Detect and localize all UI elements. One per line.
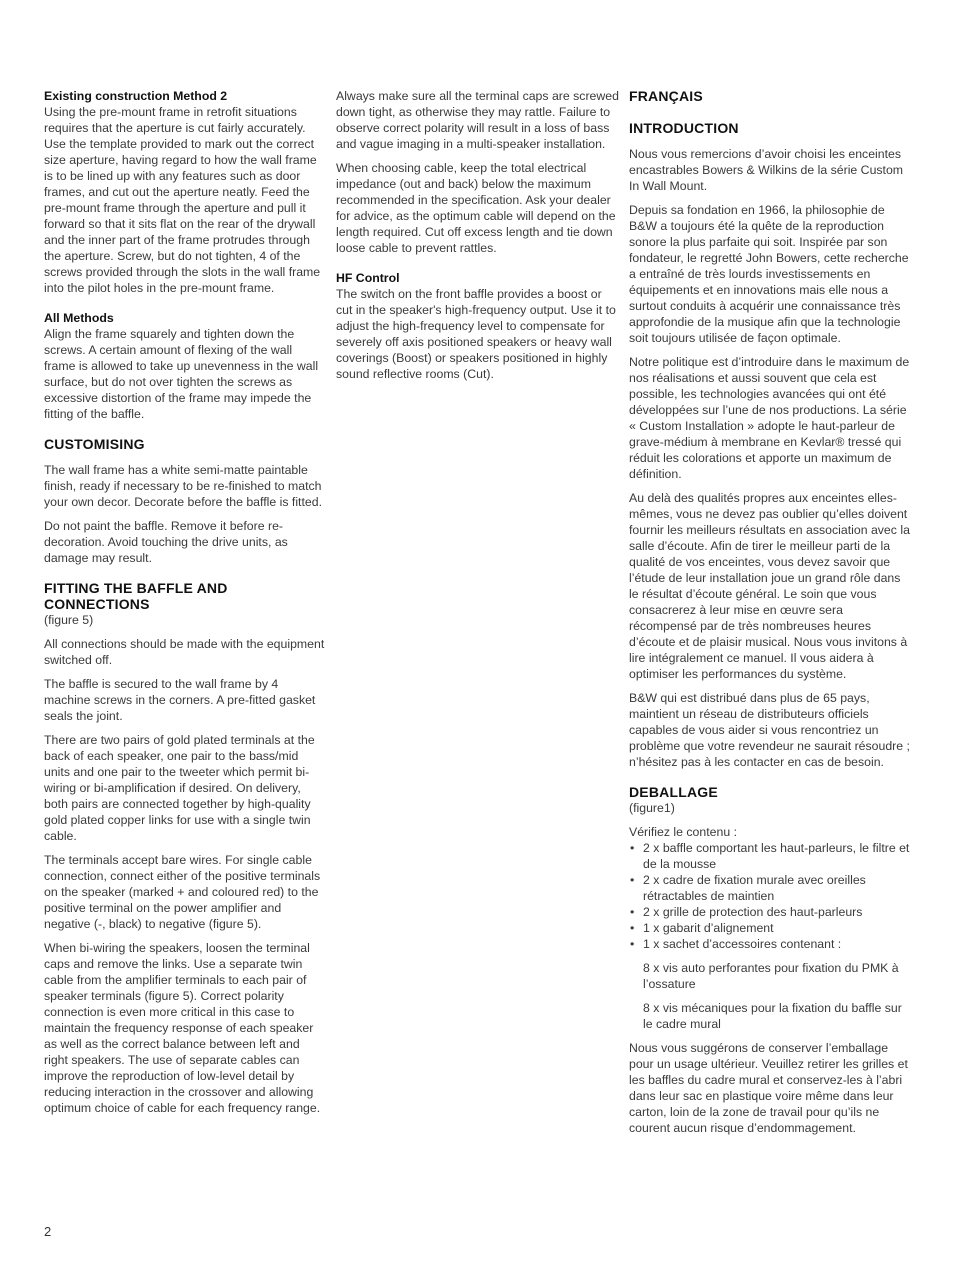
page-number: 2	[44, 1224, 52, 1239]
figure-reference: (figure1)	[629, 801, 675, 815]
paragraph-hf-control: The switch on the front baffle provides a boost or cut in the speaker's high-frequency output. Use it to adjust the high-frequency level to compensate for severely off axis positioned speakers or heavy wall coverings (Boost) or speakers positioned in highly sound reflective rooms (Cut).	[336, 287, 616, 381]
paragraph-intro-5: B&W qui est distribué dans plus de 65 pays, maintient un réseau de distributeurs officiels capables de vous aider si vous rencontriez un problème que votre revendeur ne saurait résoudre ; n’hésitez pas à les contacter en cas de besoin.	[629, 691, 910, 769]
figure-reference: (figure 5)	[44, 613, 94, 627]
paragraph-fitting-2: The baffle is secured to the wall frame by 4 machine screws in the corners. A pre-fitted gasket seals the joint.	[44, 677, 316, 723]
paragraph-intro-2: Depuis sa fondation en 1966, la philosophie de B&W a toujours été la quête de la reproduction sonore la plus parfaite qui soit. Inspirée par son fondateur, le regretté John Bowers, cette recherche a entraîné de très lourds investissements en équipements et en innovations mais elle nous a surtout conduits à acquérir une connaissance très approfondie de la musique afin que la technologie soit toujours utilisée de façon optimale.	[629, 203, 909, 345]
column-1	[44, 88, 326, 1124]
paragraph-fitting-5: When bi-wiring the speakers, loosen the terminal caps and remove the links. Use a separate twin cable from the amplifier terminals to each pair of speaker terminals (figure 5). Correct polarity connection is even more critical in this case to maintain the frequency response of each speaker as well as the correct balance between left and right speakers. The use of separate cables can improve the reproduction of low-level detail by reducing interaction in the crossover and allowing optimum choice of cable for each frequency range.	[44, 941, 321, 1115]
paragraph-terminal-caps: Always make sure all the terminal caps are screwed down tight, as otherwise they may rattle. Failure to observe correct polarity will result in a loss of bass and vague imaging in a multi-speaker installation.	[336, 89, 619, 151]
paragraph-intro-4: Au delà des qualités propres aux enceintes elles-mêmes, vous ne devez pas oublier qu’elles doivent fournir les meilleurs résultats en association avec la salle d’écoute. Afin de tirer le meilleur parti de la qualité de vos enceintes, vous devez savoir que l’étude de leur installation joue un grand rôle dans le résultat d’écoute général. Le soin que vous consacrerez à leur mise en œuvre sera récompensé par de très nombreuses heures d’écoute et de plaisir musical. Nous vous invitons à lire intégralement ce manuel. Il vous aidera à optimiser les performances du système.	[629, 491, 910, 681]
paragraph-fitting-3: There are two pairs of gold plated terminals at the back of each speaker, one pair to the bass/mid units and one pair to the tweeter which permit bi-wiring or bi-amplification if desired. On delivery, both pairs are connected together by high-quality gold plated copper links for use with a single twin cable.	[44, 733, 315, 843]
list-item: • 1 x sachet d’accessoires contenant :	[629, 936, 913, 952]
list-item: • 2 x cadre de fixation murale avec oreilles rétractables de maintien	[629, 872, 913, 904]
heading-fitting: FITTING THE BAFFLE AND CONNECTIONS	[44, 580, 228, 612]
paragraph-intro-3: Notre politique est d’introduire dans le maximum de nos réalisations et aussi souvent que cela est possible, les technologies avancées qui ont été développées sur l’une de nos productions. La série « Custom Installation » adopte le haut-parleur de grave-médium à membrane en Kevlar® tressé qui réduit les colorations et apporte un maximum de définition.	[629, 355, 910, 481]
section-title-method-2: Existing construction Method 2	[44, 89, 228, 103]
column-2	[336, 88, 620, 390]
heading-language: FRANÇAIS	[629, 88, 703, 104]
paragraph-all-methods: Align the frame squarely and tighten down the screws. A certain amount of flexing of the wall frame is allowed to take up unevenness in the wall surface, but do not over tighten the screws as excessive distortion of the frame may impede the fitting of the baffle.	[44, 327, 319, 421]
accessory-item-2: 8 x vis mécaniques pour la fixation du baffle sur le cadre mural	[643, 1001, 902, 1031]
list-item: • 2 x baffle comportant les haut-parleurs, le filtre et de la mousse	[629, 840, 913, 872]
contents-list	[629, 840, 913, 952]
paragraph-method-2: Using the pre-mount frame in retrofit situations requires that the aperture is cut fairly accurately. Use the template provided to mark out the correct size aperture, having regard to how the wall frame is to be lined up with any features such as door frames, and cut out the aperture neatly. Feed the pre-mount frame through the aperture and pull it forward so that it sits flat on the rear of the drywall and the inner part of the frame protrudes through the aperture. Screw, but do not tighten, 4 of the screws provided through the slots in the wall frame into the pilot holes in the pre-mount frame.	[44, 105, 321, 295]
heading-deballage: DEBALLAGE	[629, 784, 718, 800]
accessory-item-1: 8 x vis auto perforantes pour fixation du PMK à l’ossature	[643, 961, 899, 991]
paragraph-fitting-4: The terminals accept bare wires. For single cable connection, connect either of the positive terminals on the speaker (marked + and coloured red) to the positive terminal on the power amplifier and negative (-, black) to negative (figure 5).	[44, 853, 321, 931]
paragraph-customising-2: Do not paint the baffle. Remove it before re-decoration. Avoid touching the drive units, as damage may result.	[44, 519, 288, 565]
list-item: • 2 x grille de protection des haut-parleurs	[629, 904, 913, 920]
paragraph-fitting-1: All connections should be made with the equipment switched off.	[44, 637, 325, 667]
heading-customising: CUSTOMISING	[44, 436, 145, 452]
paragraph-intro-1: Nous vous remercions d’avoir choisi les enceintes encastrables Bowers & Wilkins de la série Custom In Wall Mount.	[629, 147, 904, 193]
section-title-hf-control: HF Control	[336, 271, 400, 285]
paragraph-cable: When choosing cable, keep the total electrical impedance (out and back) below the maximum recommended in the specification. Ask your dealer for advice, as the optimum cable will depend on the length required. Cut off excess length and tie down loose cable to prevent rattles.	[336, 161, 616, 255]
column-3	[629, 88, 913, 1144]
section-title-all-methods: All Methods	[44, 311, 114, 325]
heading-introduction: INTRODUCTION	[629, 120, 739, 136]
paragraph-customising-1: The wall frame has a white semi-matte paintable finish, ready if necessary to be re-finished to match your own decor. Decorate before the baffle is fitted.	[44, 463, 322, 509]
paragraph-packaging: Nous vous suggérons de conserver l’emballage pour un usage ultérieur. Veuillez retirer les grilles et les baffles du cadre mural et conservez-les à l’abri dans leur sac en plastique voire même dans leur carton, loin de la zone de travail pour qu’ils ne courent aucun risque d’endommagement.	[629, 1041, 908, 1135]
contents-intro: Vérifiez le contenu :	[629, 825, 738, 839]
list-item: • 1 x gabarit d’alignement	[629, 920, 913, 936]
